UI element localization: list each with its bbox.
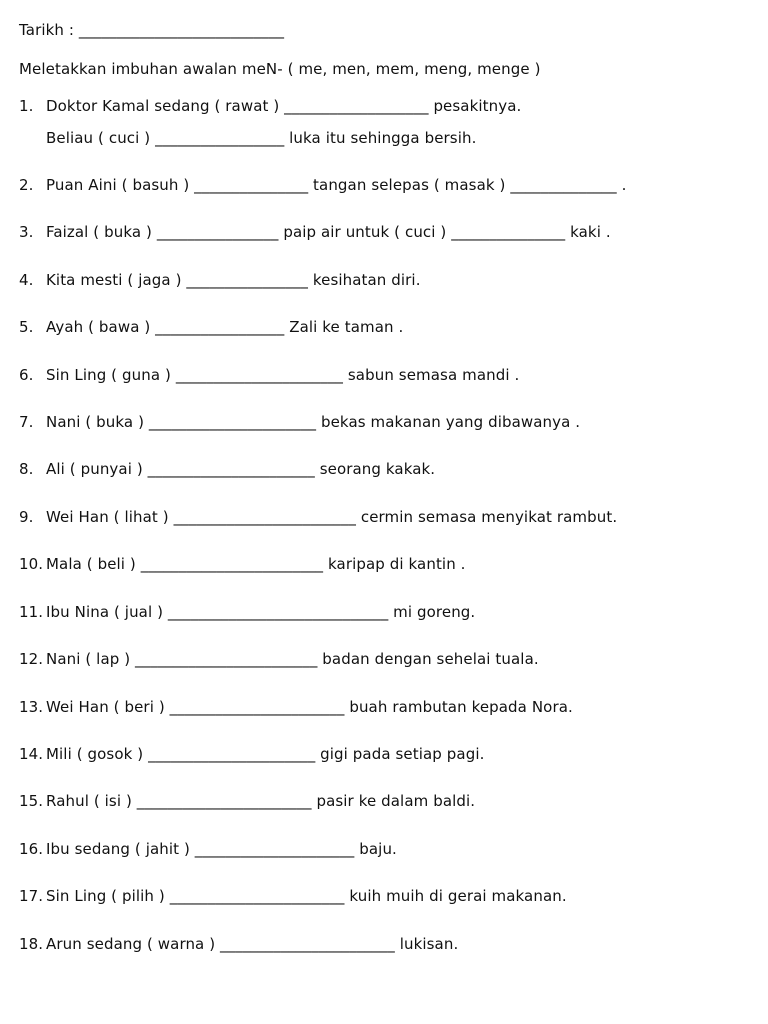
question-number: 9. — [19, 508, 34, 526]
question-16 — [19, 839, 397, 859]
question-number: 5. — [19, 318, 34, 336]
date-line-text: Tarikh : ___________________________ — [19, 21, 285, 39]
question-17 — [19, 886, 567, 906]
question-number: 3. — [19, 223, 34, 241]
question-number: 13. — [19, 698, 44, 716]
question-text: Ibu sedang ( jahit ) _____________________ baju. — [46, 840, 397, 858]
question-1 — [19, 96, 521, 116]
question-text: Faizal ( buka ) ________________ paip air untuk ( cuci ) _______________ kaki . — [46, 223, 611, 241]
question-text: Rahul ( isi ) _______________________ pasir ke dalam baldi. — [46, 792, 476, 810]
question-text: Ali ( punyai ) ______________________ seorang kakak. — [46, 460, 436, 478]
question-number: 8. — [19, 460, 34, 478]
question-number: 17. — [19, 887, 44, 905]
instruction-text: Meletakkan imbuhan awalan meN- ( me, men, mem, meng, menge ) — [19, 60, 541, 78]
question-number: 6. — [19, 366, 34, 384]
question-number: 10. — [19, 555, 44, 573]
question-7 — [19, 412, 580, 432]
date-line — [19, 20, 284, 40]
question-number: 15. — [19, 792, 44, 810]
question-number: 4. — [19, 271, 34, 289]
question-8 — [19, 459, 435, 479]
question-text: Ibu Nina ( jual ) _____________________________ mi goreng. — [46, 603, 476, 621]
question-15 — [19, 791, 475, 811]
question-number: 14. — [19, 745, 44, 763]
question-number: 1. — [19, 97, 34, 115]
question-text: Puan Aini ( basuh ) _______________ tangan selepas ( masak ) ______________ . — [46, 176, 627, 194]
question-text: Beliau ( cuci ) _________________ luka itu sehingga bersih. — [46, 129, 477, 147]
question-2 — [19, 175, 627, 195]
question-text: Kita mesti ( jaga ) ________________ kesihatan diri. — [46, 271, 421, 289]
question-text: Sin Ling ( pilih ) _______________________ kuih muih di gerai makanan. — [46, 887, 567, 905]
question-text: Arun sedang ( warna ) _______________________ lukisan. — [46, 935, 459, 953]
question-12 — [19, 649, 539, 669]
question-number: 2. — [19, 176, 34, 194]
question-text: Wei Han ( lihat ) ________________________ cermin semasa menyikat rambut. — [46, 508, 618, 526]
question-text: Doktor Kamal sedang ( rawat ) ___________________ pesakitnya. — [46, 97, 522, 115]
question-number: 18. — [19, 935, 44, 953]
question-number: 16. — [19, 840, 44, 858]
question-3 — [19, 222, 611, 242]
question-11 — [19, 602, 475, 622]
instruction — [19, 59, 541, 79]
question-number: 11. — [19, 603, 44, 621]
question-text: Nani ( lap ) ________________________ badan dengan sehelai tuala. — [46, 650, 539, 668]
question-1-continuation — [46, 128, 476, 148]
question-text: Wei Han ( beri ) _______________________ buah rambutan kepada Nora. — [46, 698, 573, 716]
question-5 — [19, 317, 403, 337]
question-number: 12. — [19, 650, 44, 668]
question-14 — [19, 744, 484, 764]
question-text: Mala ( beli ) ________________________ karipap di kantin . — [46, 555, 466, 573]
question-18 — [19, 934, 458, 954]
question-13 — [19, 697, 573, 717]
question-text: Sin Ling ( guna ) ______________________ sabun semasa mandi . — [46, 366, 520, 384]
question-10 — [19, 554, 466, 574]
question-text: Mili ( gosok ) ______________________ gigi pada setiap pagi. — [46, 745, 485, 763]
question-text: Ayah ( bawa ) _________________ Zali ke taman . — [46, 318, 404, 336]
question-text: Nani ( buka ) ______________________ bekas makanan yang dibawanya . — [46, 413, 581, 431]
question-4 — [19, 270, 421, 290]
question-6 — [19, 365, 519, 385]
question-9 — [19, 507, 617, 527]
question-number: 7. — [19, 413, 34, 431]
